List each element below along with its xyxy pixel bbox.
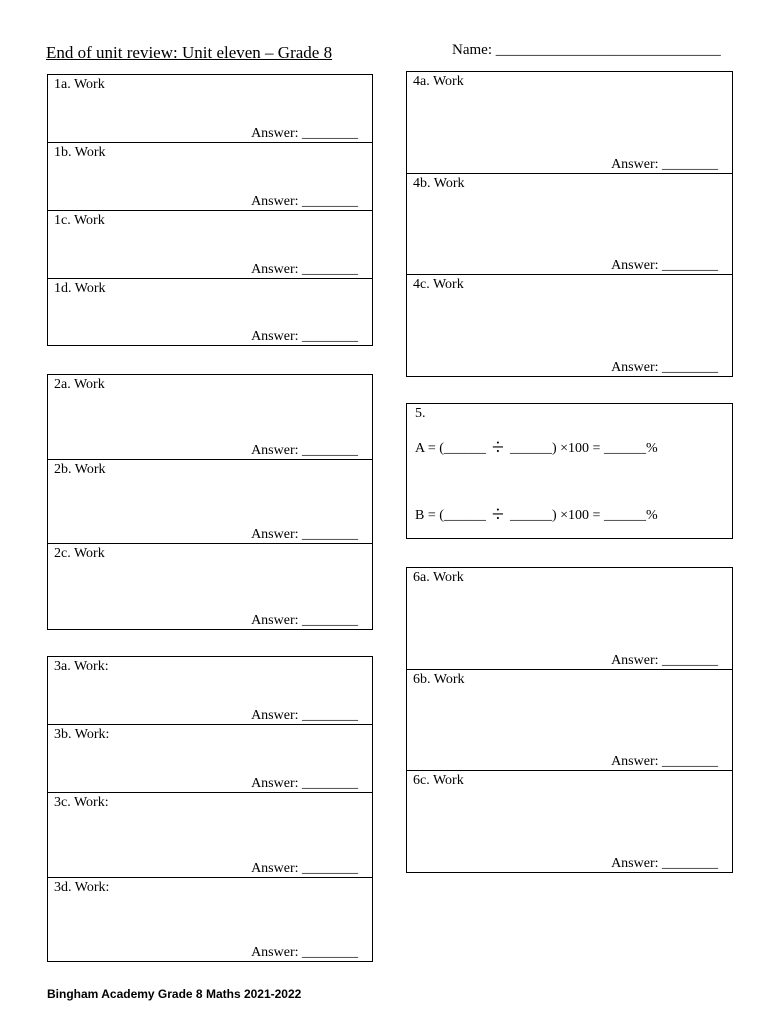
question-6c-label: 6c. Work <box>413 773 464 788</box>
question-4b-cell <box>407 174 732 275</box>
question-4b-label: 4b. Work <box>413 176 465 191</box>
question-4-box <box>406 71 733 377</box>
question-3a-label: 3a. Work: <box>54 659 109 674</box>
question-3b-label: 3b. Work: <box>54 727 110 742</box>
question-3a-cell <box>48 657 372 725</box>
answer-line: Answer: ________ <box>251 126 358 141</box>
question-1d-label: 1d. Work <box>54 281 106 296</box>
question-6c-cell <box>407 771 732 872</box>
question-6b-cell <box>407 670 732 771</box>
answer-line: Answer: ________ <box>251 945 358 960</box>
question-2c-cell <box>48 544 372 629</box>
answer-line: Answer: ________ <box>251 861 358 876</box>
answer-line: Answer: ________ <box>251 776 358 791</box>
answer-line: Answer: ________ <box>611 856 718 871</box>
question-2c-label: 2c. Work <box>54 546 105 561</box>
row-b-left-text: B = (______ <box>415 508 486 523</box>
question-2a-cell <box>48 375 372 460</box>
question-4c-cell <box>407 275 732 376</box>
answer-line: Answer: ________ <box>611 360 718 375</box>
divide-icon: ÷ <box>491 501 504 526</box>
question-1a-cell <box>48 75 372 143</box>
question-1c-cell <box>48 211 372 279</box>
question-3c-cell <box>48 793 372 878</box>
answer-line: Answer: ________ <box>251 262 358 277</box>
row-a-left-text: A = (______ <box>415 441 486 456</box>
row-b-right-text: ______) ×100 = ______% <box>509 508 658 523</box>
question-6a-label: 6a. Work <box>413 570 464 585</box>
question-2b-label: 2b. Work <box>54 462 106 477</box>
question-5-label: 5. <box>415 406 426 421</box>
answer-line: Answer: ________ <box>611 754 718 769</box>
question-3d-cell <box>48 878 372 961</box>
percentage-row-a <box>415 432 658 458</box>
question-3d-label: 3d. Work: <box>54 880 110 895</box>
answer-line: Answer: ________ <box>251 613 358 628</box>
question-4a-label: 4a. Work <box>413 74 464 89</box>
question-2b-cell <box>48 460 372 544</box>
percentage-row-b <box>415 499 658 525</box>
question-1b-cell <box>48 143 372 211</box>
answer-line: Answer: ________ <box>611 653 718 668</box>
page-footer: Bingham Academy Grade 8 Maths 2021-2022 <box>47 987 302 1001</box>
question-1a-label: 1a. Work <box>54 77 105 92</box>
answer-line: Answer: ________ <box>251 194 358 209</box>
question-1c-label: 1c. Work <box>54 213 105 228</box>
answer-line: Answer: ________ <box>251 708 358 723</box>
answer-line: Answer: ________ <box>251 329 358 344</box>
question-6b-label: 6b. Work <box>413 672 465 687</box>
divide-icon: ÷ <box>491 434 504 459</box>
question-1b-label: 1b. Work <box>54 145 106 160</box>
question-4a-cell <box>407 72 732 174</box>
question-6-box <box>406 567 733 873</box>
answer-line: Answer: ________ <box>251 527 358 542</box>
row-a-right-text: ______) ×100 = ______% <box>509 441 658 456</box>
question-2a-label: 2a. Work <box>54 377 105 392</box>
question-5-box <box>406 403 733 539</box>
answer-line: Answer: ________ <box>611 258 718 273</box>
question-1-box <box>47 74 373 346</box>
question-3b-cell <box>48 725 372 793</box>
question-6a-cell <box>407 568 732 670</box>
answer-line: Answer: ________ <box>611 157 718 172</box>
question-3c-label: 3c. Work: <box>54 795 109 810</box>
page-title: End of unit review: Unit eleven – Grade 8 <box>46 43 333 62</box>
name-field-label: Name: ______________________________ <box>452 42 721 58</box>
question-3-box <box>47 656 373 962</box>
question-4c-label: 4c. Work <box>413 277 464 292</box>
answer-line: Answer: ________ <box>251 443 358 458</box>
question-2-box <box>47 374 373 630</box>
question-1d-cell <box>48 279 372 345</box>
